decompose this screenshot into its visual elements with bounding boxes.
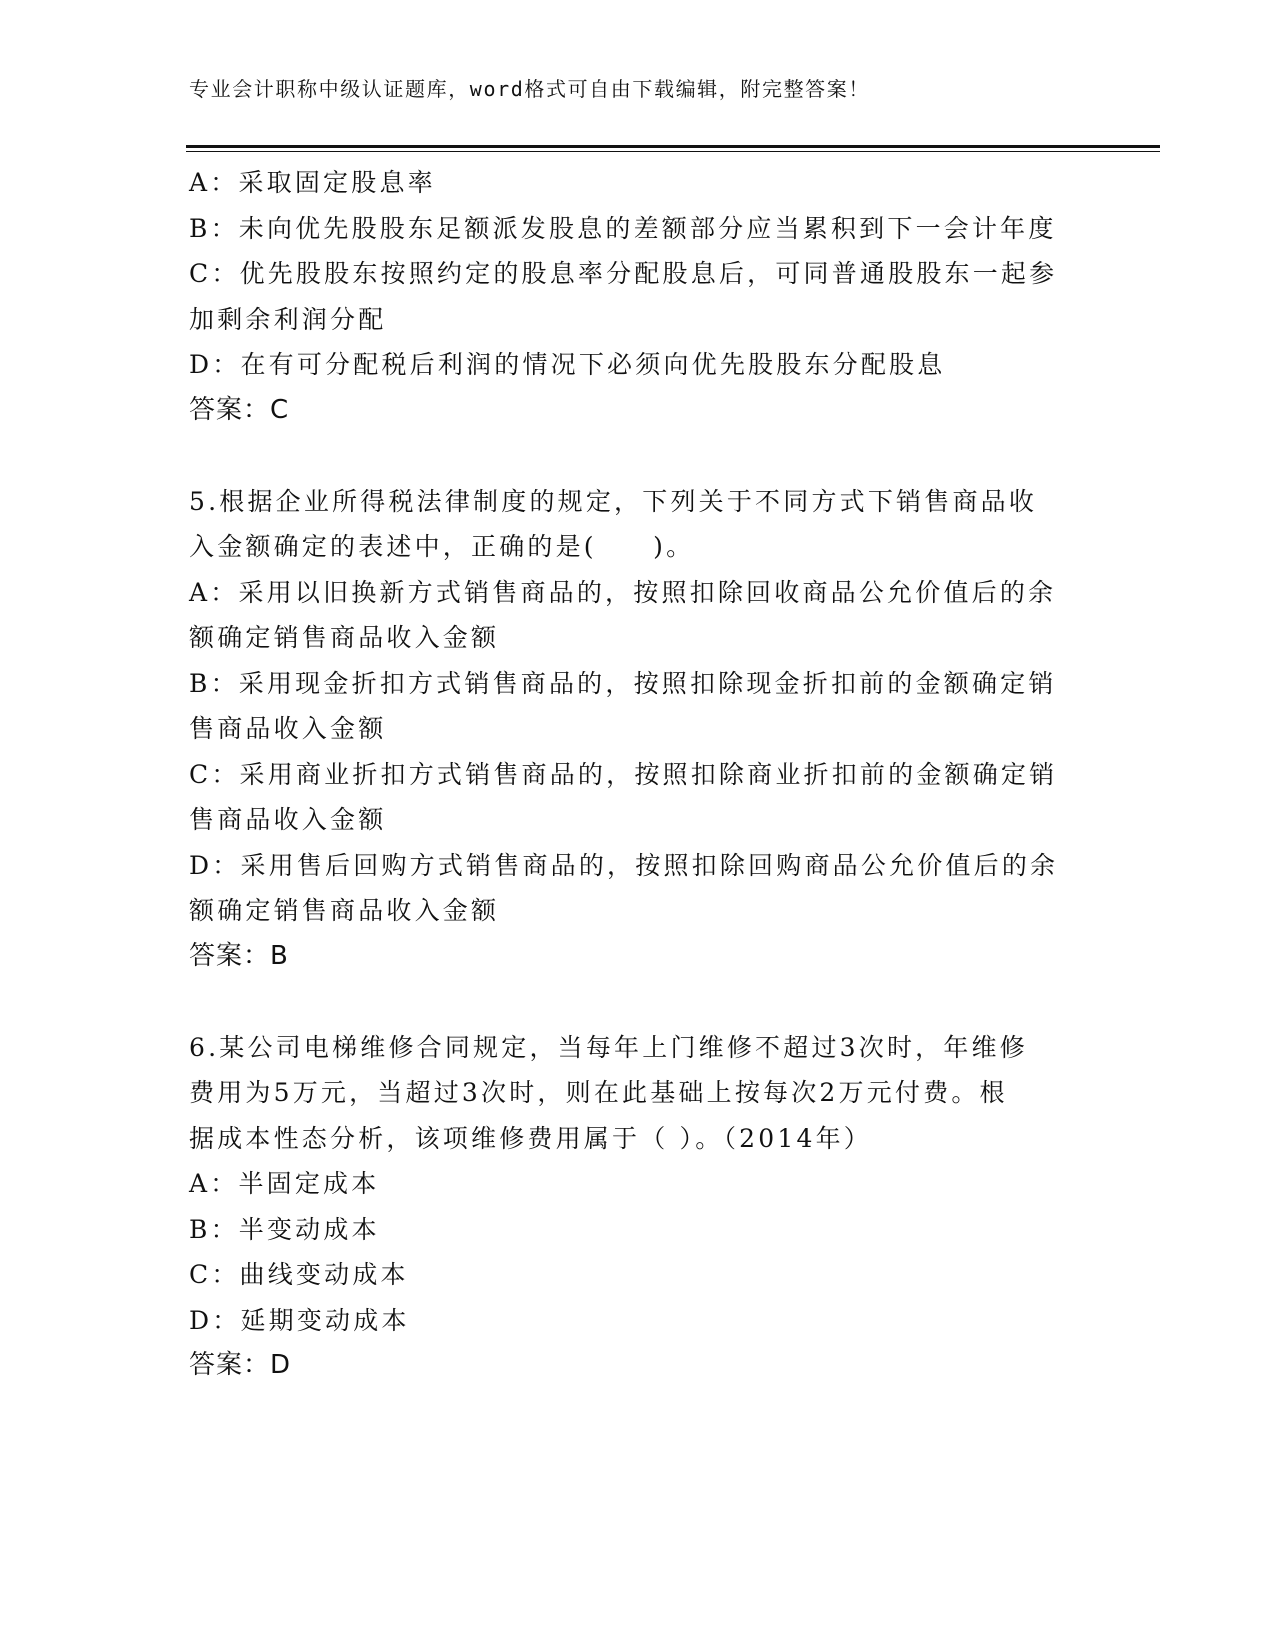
option-b: B：半变动成本 bbox=[189, 1214, 380, 1244]
answer-line: 答案：D bbox=[189, 1350, 292, 1380]
question-stem: 6.某公司电梯维修合同规定，当每年上门维修不超过3次时，年维修 bbox=[189, 1032, 1028, 1062]
question-5 bbox=[189, 479, 1089, 980]
question-stem-continued: 费用为5万元，当超过3次时，则在此基础上按每次2万元付费。根 bbox=[189, 1078, 1008, 1107]
option-d: D：采用售后回购方式销售商品的，按照扣除回购商品公允价值后的余 bbox=[189, 850, 1059, 880]
option-b: B：未向优先股股东足额派发股息的差额部分应当累积到下一会计年度 bbox=[189, 213, 1057, 243]
answer-line: 答案：B bbox=[189, 940, 289, 971]
option-c-continued: 加剩余利润分配 bbox=[189, 304, 387, 334]
question-content bbox=[189, 160, 1089, 1389]
question-6 bbox=[189, 1025, 1089, 1389]
option-c-continued: 售商品收入金额 bbox=[189, 805, 387, 834]
option-d-continued: 额确定销售商品收入金额 bbox=[189, 896, 500, 925]
header-rule-thick bbox=[186, 145, 1160, 148]
spacer bbox=[189, 433, 1089, 479]
option-a: A：采用以旧换新方式销售商品的，按照扣除回收商品公允价值后的余 bbox=[189, 577, 1057, 607]
option-c: C：采用商业折扣方式销售商品的，按照扣除商业折扣前的金额确定销 bbox=[189, 759, 1058, 789]
option-a-continued: 额确定销售商品收入金额 bbox=[189, 623, 500, 652]
answer-line: 答案：C bbox=[189, 394, 290, 425]
question-stem-continued: 入金额确定的表述中，正确的是( )。 bbox=[189, 532, 695, 561]
question-stem: 5.根据企业所得税法律制度的规定，下列关于不同方式下销售商品收 bbox=[189, 486, 1038, 516]
option-b: B：采用现金折扣方式销售商品的，按照扣除现金折扣前的金额确定销 bbox=[189, 668, 1057, 698]
spacer bbox=[189, 979, 1089, 1025]
option-d: D：延期变动成本 bbox=[189, 1305, 410, 1335]
page-header: 专业会计职称中级认证题库，word格式可自由下载编辑，附完整答案！ bbox=[189, 77, 870, 101]
option-c: C：优先股股东按照约定的股息率分配股息后，可同普通股股东一起参 bbox=[189, 259, 1058, 288]
option-b-continued: 售商品收入金额 bbox=[189, 714, 387, 743]
question-4 bbox=[189, 160, 1089, 433]
option-d: D：在有可分配税后利润的情况下必须向优先股股东分配股息 bbox=[189, 350, 946, 379]
option-c: C：曲线变动成本 bbox=[189, 1260, 409, 1289]
question-stem-continued: 据成本性态分析，该项维修费用属于（ ）。（2014年） bbox=[189, 1123, 872, 1153]
option-a: A：半固定成本 bbox=[189, 1169, 380, 1198]
option-a: A：采取固定股息率 bbox=[189, 168, 436, 197]
header-rule-thin bbox=[186, 151, 1160, 152]
